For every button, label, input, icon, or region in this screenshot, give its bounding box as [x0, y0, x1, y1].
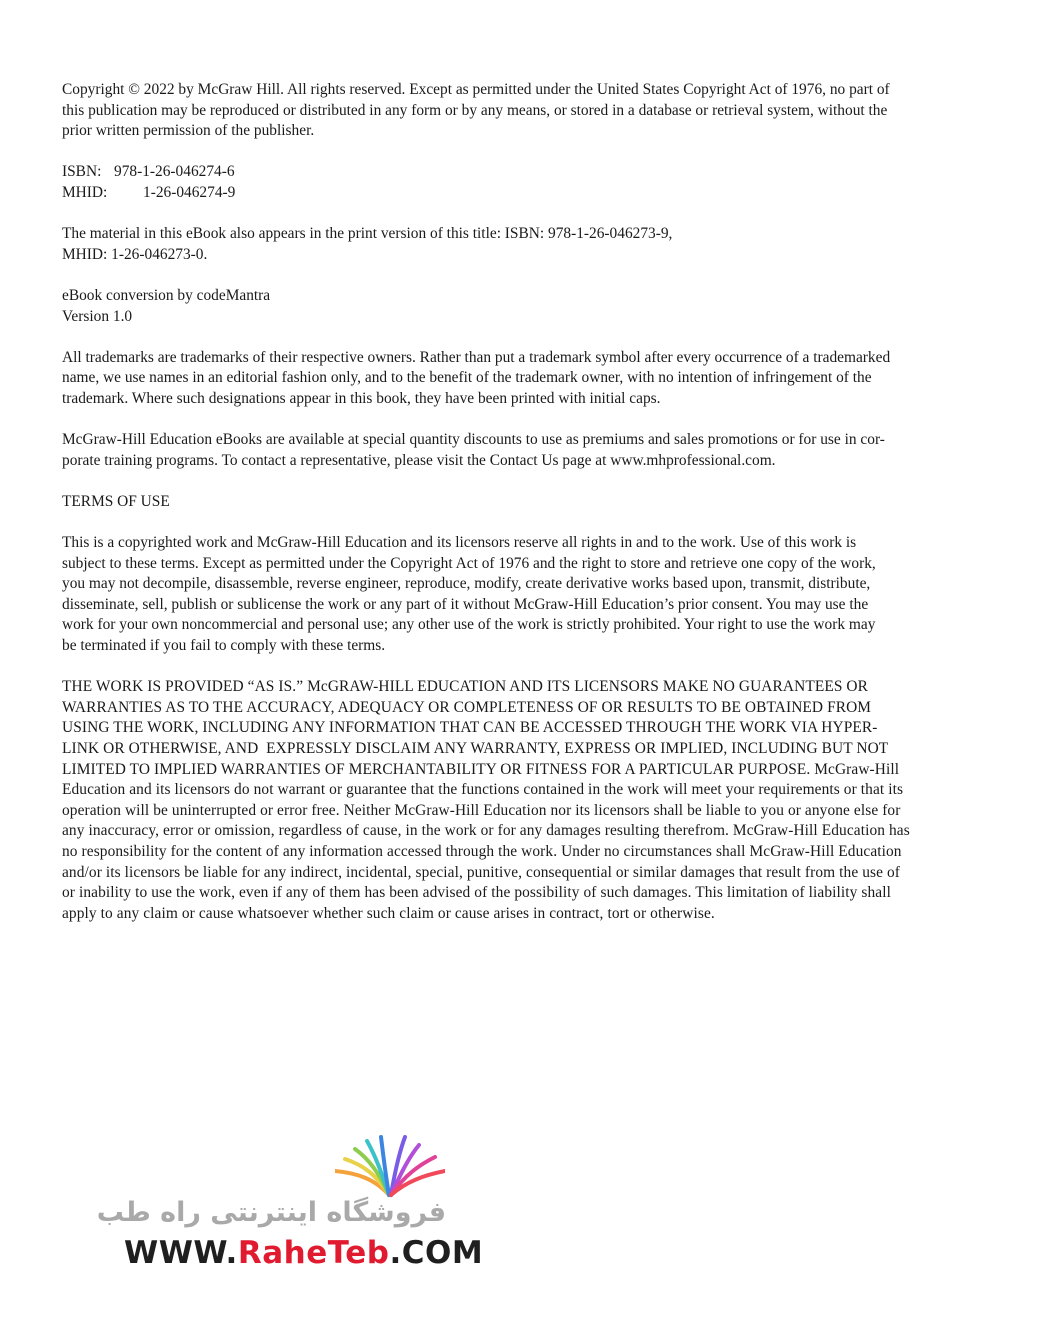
disclaimer-line: or inability to use the work, even if any of them has been advised of the possibility of such damages. This limitation of liability shall [62, 884, 891, 902]
copyright-line: Copyright © 2022 by McGraw Hill. All rights reserved. Except as permitted under the United States Copyright Act of 1976, no part of [62, 81, 890, 98]
discounts-paragraph [62, 430, 982, 471]
mhid-value: 1-26-046274-9 [143, 183, 236, 201]
conversion-note [62, 286, 982, 327]
terms-heading: TERMS OF USE [62, 492, 170, 510]
isbn-block [62, 162, 982, 203]
terms-line: you may not decompile, disassemble, reverse engineer, reproduce, modify, create derivative works based upon, transmit, distribute, [62, 575, 871, 593]
print-version-note [62, 224, 982, 265]
disclaimer-line: LINK OR OTHERWISE, AND EXPRESSLY DISCLAIM ANY WARRANTY, EXPRESS OR IMPLIED, INCLUDING BUT NOT [62, 740, 889, 757]
disclaimer-line: no responsibility for the content of any information accessed through the work. Under no circumstances shall McGraw-Hill Education [62, 842, 902, 860]
disclaimer-line: apply to any claim or cause whatsoever whether such claim or cause arises in contract, tort or otherwise. [62, 904, 715, 922]
mhid-label: MHID: [62, 183, 108, 201]
disclaimer-line: any inaccuracy, error or omission, regardless of cause, in the work or for any damages resulting therefrom. McGraw-Hill Education has [62, 822, 910, 840]
disclaimer-line: Education and its licensors do not warrant or guarantee that the functions contained in the work will meet your requirements or that its [62, 781, 904, 799]
watermark-url-suffix: .COM [389, 1235, 484, 1271]
watermark-persian-text: فروشگاه اینترنتی راه طب [96, 1197, 446, 1228]
terms-paragraph [62, 533, 982, 657]
open-book-logo-icon [335, 1135, 445, 1201]
isbn-value: 978-1-26-046274-6 [114, 163, 235, 181]
trademarks-line: All trademarks are trademarks of their respective owners. Rather than put a trademark symbol after every occurrence of a trademarked [62, 348, 891, 366]
copyright-notice [62, 80, 982, 142]
mhid-row [62, 183, 982, 204]
terms-line: work for your own noncommercial and personal use; any other use of the work is strictly prohibited. Your right to use the work may [62, 616, 876, 634]
terms-line: disseminate, sell, publish or sublicense the work or any part of it without McGraw-Hill Education’s prior consent. You may use the [62, 595, 869, 613]
copyright-line: this publication may be reproduced or distributed in any form or by any means, or stored in a database or retrieval system, without the [62, 101, 888, 119]
copyright-line: prior written permission of the publisher. [62, 122, 315, 140]
disclaimer-line: LIMITED TO IMPLIED WARRANTIES OF MERCHANTABILITY OR FITNESS FOR A PARTICULAR PURPOSE. McGraw-Hill [62, 760, 900, 778]
watermark-url [124, 1235, 483, 1271]
isbn-label: ISBN: [62, 163, 102, 181]
print-version-line: The material in this eBook also appears in the print version of this title: ISBN: 978-1-26-046273-9, [62, 225, 673, 243]
isbn-row [62, 162, 982, 183]
disclaimer-line: THE WORK IS PROVIDED “AS IS.” McGRAW-HILL EDUCATION AND ITS LICENSORS MAKE NO GUARANTEES OR [62, 678, 869, 696]
terms-line: be terminated if you fail to comply with these terms. [62, 637, 386, 655]
disclaimer-line: operation will be uninterrupted or error free. Neither McGraw-Hill Education nor its licensors shall be liable to you or anyone else for [62, 801, 901, 819]
conversion-line: eBook conversion by codeMantra [62, 286, 271, 304]
copyright-page [62, 80, 982, 945]
print-version-line: MHID: 1-26-046273-0. [62, 245, 208, 263]
disclaimer-line: and/or its licensors be liable for any indirect, incidental, special, punitive, consequential or similar damages that result from the use of [62, 863, 901, 881]
raheteb-watermark [96, 1135, 484, 1275]
discounts-line: McGraw-Hill Education eBooks are available at special quantity discounts to use as premiums and sales promotions or for use in cor- [62, 431, 885, 449]
version-line: Version 1.0 [62, 307, 133, 325]
disclaimer-line: WARRANTIES AS TO THE ACCURACY, ADEQUACY OR COMPLETENESS OF OR RESULTS TO BE OBTAINED FROM [62, 698, 872, 716]
trademarks-paragraph [62, 348, 982, 410]
watermark-url-brand: RaheTeb [237, 1235, 390, 1271]
disclaimer-paragraph [62, 677, 982, 924]
watermark-url-prefix: WWW. [124, 1235, 238, 1271]
trademarks-line: trademark. Where such designations appear in this book, they have been printed with initial caps. [62, 389, 661, 407]
terms-line: subject to these terms. Except as permitted under the Copyright Act of 1976 and the right to store and retrieve one copy of the work, [62, 554, 876, 572]
terms-line: This is a copyrighted work and McGraw-Hill Education and its licensors reserve all rights in and to the work. Use of this work is [62, 534, 857, 552]
trademarks-line: name, we use names in an editorial fashion only, and to the benefit of the trademark owner, with no intention of infringement of the [62, 369, 872, 387]
disclaimer-line: USING THE WORK, INCLUDING ANY INFORMATION THAT CAN BE ACCESSED THROUGH THE WORK VIA HYPER- [62, 719, 878, 737]
discounts-line: porate training programs. To contact a representative, please visit the Contact Us page at www.mhprofessional.com. [62, 451, 776, 469]
